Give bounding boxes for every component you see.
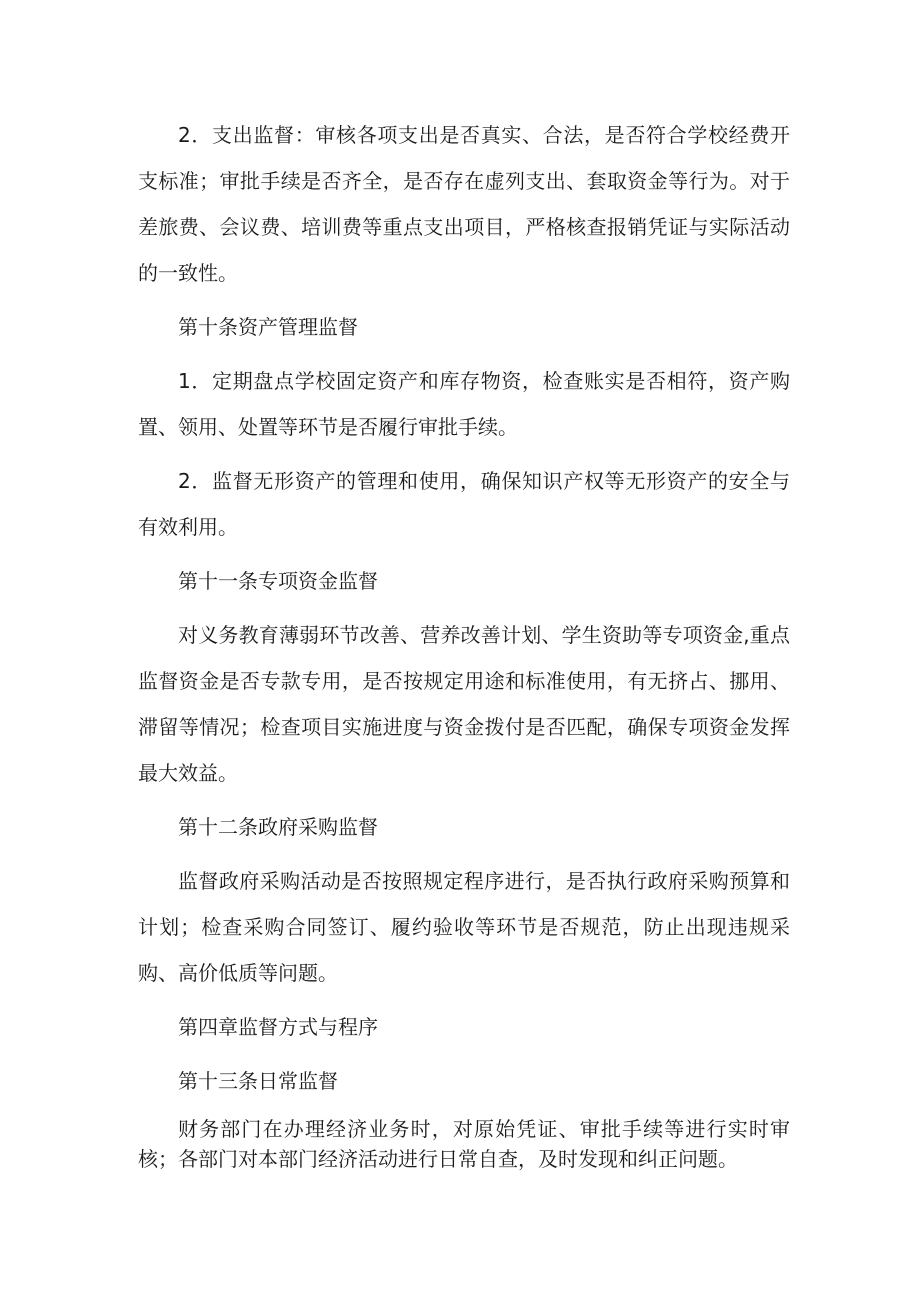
heading-article-11: 第十一条专项资金监督 <box>178 569 378 593</box>
document-body <box>138 112 790 1182</box>
paragraph-special-funds: 对义务教育薄弱环节改善、营养改善计划、学生资助等专项资金,重点监督资金是否专款专用，是否按规定用途和标准使用，有无挤占、挪用、滞留等情况；检查项目实施进度与资金拨付是否匹配，确保专项资金发挥最大效益。 <box>138 623 790 785</box>
heading-article-13: 第十三条日常监督 <box>178 1069 338 1093</box>
paragraph-procurement: 监督政府采购活动是否按照规定程序进行，是否执行政府采购预算和计划；检查采购合同签订、履约验收等环节是否规范，防止出现违规采购、高价低质等问题。 <box>138 869 790 985</box>
heading-chapter-4: 第四章监督方式与程序 <box>178 1015 378 1039</box>
heading-article-10: 第十条资产管理监督 <box>178 315 358 339</box>
paragraph-fixed-assets: 1．定期盘点学校固定资产和库存物资，检查账实是否相符，资产购置、领用、处置等环节是否履行审批手续。 <box>138 369 790 439</box>
heading-article-12: 第十二条政府采购监督 <box>178 815 378 839</box>
paragraph-expenditure-supervision: 2．支出监督：审核各项支出是否真实、合法，是否符合学校经费开支标准；审批手续是否齐全，是否存在虚列支出、套取资金等行为。对于差旅费、会议费、培训费等重点支出项目，严格核查报销凭证与实际活动的一致性。 <box>138 123 790 285</box>
paragraph-daily-supervision: 财务部门在办理经济业务时，对原始凭证、审批手续等进行实时审核；各部门对本部门经济活动进行日常自查，及时发现和纠正问题。 <box>138 1117 790 1171</box>
paragraph-intangible-assets: 2．监督无形资产的管理和使用，确保知识产权等无形资产的安全与有效利用。 <box>138 469 790 539</box>
